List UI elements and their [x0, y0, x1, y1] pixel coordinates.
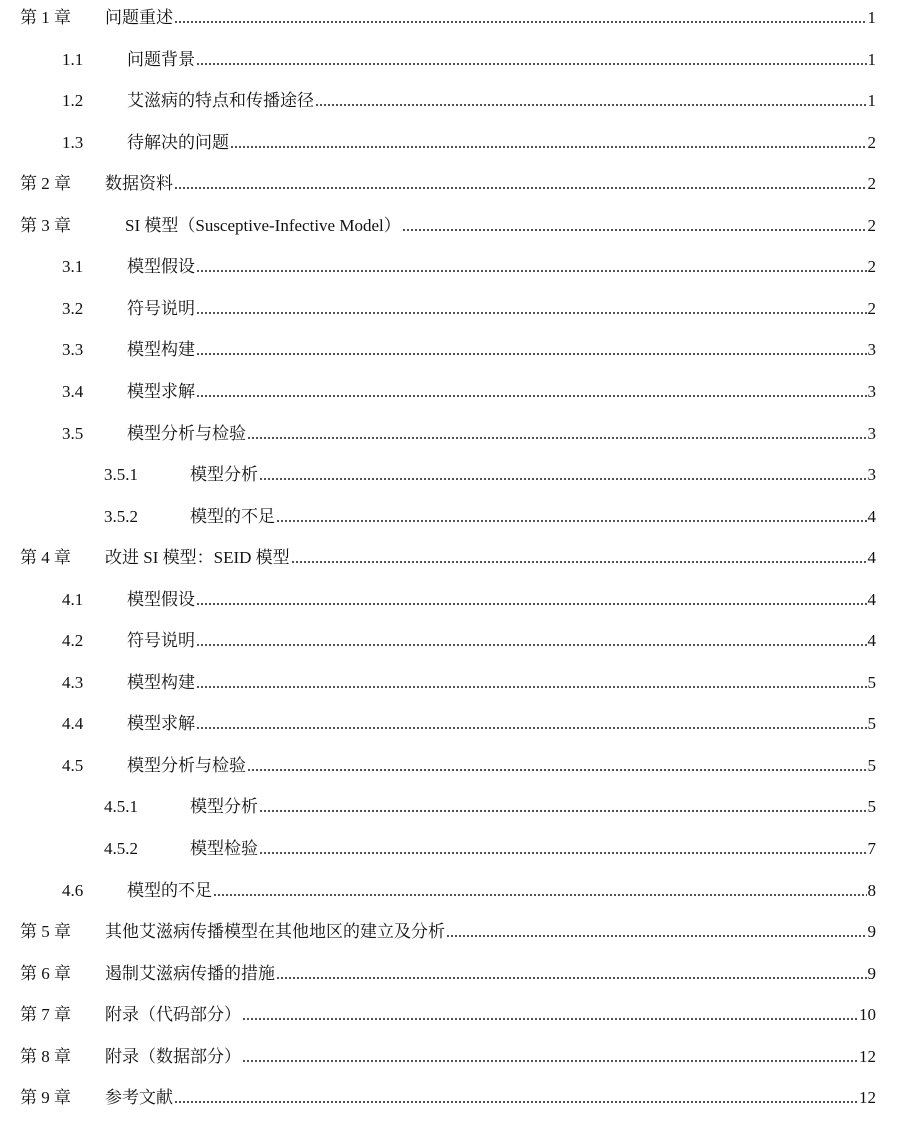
toc-entry-number: 第 6 章	[20, 963, 71, 983]
toc-entry-title: 模型假设	[127, 257, 195, 277]
dot-leader	[196, 685, 867, 689]
toc-entry-number: 4.5.2	[104, 839, 138, 858]
toc-entry-title: 遏制艾滋病传播的措施	[105, 963, 275, 983]
toc-entry-title: SI 模型（Susceptive-Infective Model）	[125, 215, 401, 235]
toc-entry-page: 1	[867, 49, 876, 69]
toc-entry-title: 模型分析与检验	[127, 423, 246, 443]
dot-leader	[196, 269, 867, 273]
toc-entry[interactable]	[20, 214, 876, 238]
toc-entry-number: 第 8 章	[20, 1046, 71, 1066]
dot-leader	[196, 62, 867, 66]
toc-entry-page: 2	[867, 132, 876, 152]
toc-entry[interactable]	[104, 463, 876, 487]
toc-entry-title: 模型求解	[127, 714, 195, 734]
toc-entry[interactable]	[20, 546, 876, 570]
toc-entry[interactable]	[20, 1045, 876, 1069]
toc-entry-number: 第 9 章	[20, 1088, 71, 1108]
toc-entry-title: 附录（数据部分）	[105, 1046, 241, 1066]
dot-leader	[174, 1100, 858, 1104]
toc-entry-page: 3	[867, 381, 876, 401]
toc-entry-number: 第 7 章	[20, 1005, 71, 1025]
dot-leader	[315, 103, 867, 107]
toc-entry[interactable]	[62, 48, 876, 72]
toc-entry-title: 模型构建	[127, 672, 195, 692]
toc-entry[interactable]	[104, 795, 876, 819]
dot-leader	[276, 976, 867, 980]
toc-entry[interactable]	[20, 920, 876, 944]
toc-entry-page: 5	[867, 797, 876, 817]
dot-leader	[213, 893, 867, 897]
toc-entry-title: 附录（代码部分）	[105, 1005, 241, 1025]
dot-leader	[291, 560, 867, 564]
dot-leader	[196, 352, 867, 356]
toc-entry-number: 3.1	[62, 257, 84, 277]
toc-entry-title: 待解决的问题	[127, 132, 229, 152]
toc-entry[interactable]	[62, 297, 876, 321]
dot-leader	[259, 851, 867, 855]
toc-entry-page: 1	[867, 8, 876, 27]
toc-entry-number: 4.6	[62, 880, 84, 900]
toc-entry-number: 4.3	[62, 672, 84, 692]
toc-entry-page: 7	[867, 839, 876, 858]
toc-entry-number: 4.1	[62, 589, 84, 609]
toc-entry-number: 第 5 章	[20, 922, 71, 942]
toc-entry-page: 4	[867, 589, 876, 609]
dot-leader	[259, 809, 867, 813]
toc-entry-title: 模型构建	[127, 340, 195, 360]
toc-entry-page: 5	[867, 714, 876, 734]
toc-entry[interactable]	[20, 172, 876, 196]
toc-entry-page: 4	[867, 506, 876, 526]
toc-entry-page: 3	[867, 465, 876, 485]
toc-entry-page: 12	[859, 1088, 876, 1108]
toc-entry-title: 模型分析	[190, 797, 258, 817]
toc-entry-title: 模型检验	[190, 839, 258, 858]
toc-entry-number: 3.5.1	[104, 465, 138, 485]
toc-entry-title: 符号说明	[127, 631, 195, 651]
toc-entry-title: 问题背景	[127, 49, 195, 69]
toc-entry-page: 3	[867, 423, 876, 443]
toc-entry-title: 其他艾滋病传播模型在其他地区的建立及分析	[105, 922, 445, 942]
toc-entry-number: 4.4	[62, 714, 84, 734]
toc-entry[interactable]	[20, 962, 876, 986]
toc-entry-number: 第 4 章	[20, 548, 71, 568]
toc-entry-page: 4	[867, 631, 876, 651]
toc-entry-page: 1	[867, 91, 876, 111]
toc-entry[interactable]	[104, 505, 876, 529]
toc-entry[interactable]	[20, 6, 876, 30]
toc-entry-number: 4.2	[62, 631, 84, 651]
toc-entry-page: 4	[867, 548, 876, 568]
toc-entry[interactable]	[62, 754, 876, 778]
toc-entry-title: 艾滋病的特点和传播途径	[127, 91, 314, 111]
toc-entry-title: 模型分析与检验	[127, 755, 246, 775]
toc-entry-number: 3.4	[62, 381, 84, 401]
toc-entry[interactable]	[104, 837, 876, 861]
toc-entry-title: 符号说明	[127, 298, 195, 318]
toc-entry-number: 第 2 章	[20, 174, 71, 194]
toc-entry[interactable]	[20, 1086, 876, 1110]
toc-entry-page: 5	[867, 672, 876, 692]
dot-leader	[276, 519, 867, 523]
toc-entry-number: 3.3	[62, 340, 84, 360]
dot-leader	[242, 1059, 858, 1063]
toc-entry-number: 1.3	[62, 132, 84, 152]
toc-entry-page: 9	[867, 963, 876, 983]
toc-entry[interactable]	[62, 879, 876, 903]
dot-leader	[247, 436, 867, 440]
toc-entry-number: 4.5.1	[104, 797, 138, 817]
toc-entry[interactable]	[62, 131, 876, 155]
toc-entry-title: 改进 SI 模型：SEID 模型	[105, 548, 290, 568]
toc-entry-page: 5	[867, 755, 876, 775]
dot-leader	[174, 20, 867, 24]
dot-leader	[196, 602, 867, 606]
dot-leader	[446, 934, 867, 938]
toc-entry-page: 9	[867, 922, 876, 942]
toc-entry-number: 1.2	[62, 91, 84, 111]
toc-entry[interactable]	[62, 380, 876, 404]
toc-entry[interactable]	[62, 629, 876, 653]
toc-entry[interactable]	[62, 338, 876, 362]
toc-entry-number: 3.5.2	[104, 506, 138, 526]
toc-entry-title: 参考文献	[105, 1088, 173, 1108]
toc-entry-title: 数据资料	[105, 174, 173, 194]
toc-entry[interactable]	[62, 255, 876, 279]
toc-entry-title: 模型的不足	[190, 506, 275, 526]
toc-entry[interactable]	[20, 1003, 876, 1027]
toc-entry-page: 3	[867, 340, 876, 360]
toc-entry-page: 2	[867, 298, 876, 318]
dot-leader	[196, 311, 867, 315]
dot-leader	[242, 1017, 858, 1021]
toc-entry-number: 1.1	[62, 49, 84, 69]
toc-entry-title: 模型假设	[127, 589, 195, 609]
dot-leader	[196, 726, 867, 730]
dot-leader	[259, 477, 867, 481]
toc-entry-page: 10	[859, 1005, 876, 1025]
toc-entry-number: 4.5	[62, 755, 84, 775]
toc-entry-number: 第 1 章	[20, 8, 71, 27]
toc-entry-title: 问题重述	[105, 8, 173, 27]
dot-leader	[230, 145, 867, 149]
toc-entry-title: 模型求解	[127, 381, 195, 401]
toc-entry[interactable]	[62, 671, 876, 695]
toc-entry-page: 12	[859, 1046, 876, 1066]
dot-leader	[247, 768, 867, 772]
toc-entry-title: 模型的不足	[127, 880, 212, 900]
toc-entry-title: 模型分析	[190, 465, 258, 485]
toc-entry-number: 第 3 章	[20, 215, 71, 235]
dot-leader	[174, 186, 867, 190]
toc-entry-page: 2	[867, 257, 876, 277]
dot-leader	[196, 643, 867, 647]
toc-entry-number: 3.5	[62, 423, 84, 443]
toc-entry[interactable]	[62, 89, 876, 113]
dot-leader	[196, 394, 867, 398]
dot-leader	[402, 228, 867, 232]
toc-entry[interactable]	[62, 588, 876, 612]
toc-entry-page: 2	[867, 215, 876, 235]
toc-entry[interactable]	[62, 712, 876, 736]
toc-entry-number: 3.2	[62, 298, 84, 318]
toc-entry[interactable]	[62, 422, 876, 446]
toc-entry-page: 8	[867, 880, 876, 900]
toc-entry-page: 2	[867, 174, 876, 194]
